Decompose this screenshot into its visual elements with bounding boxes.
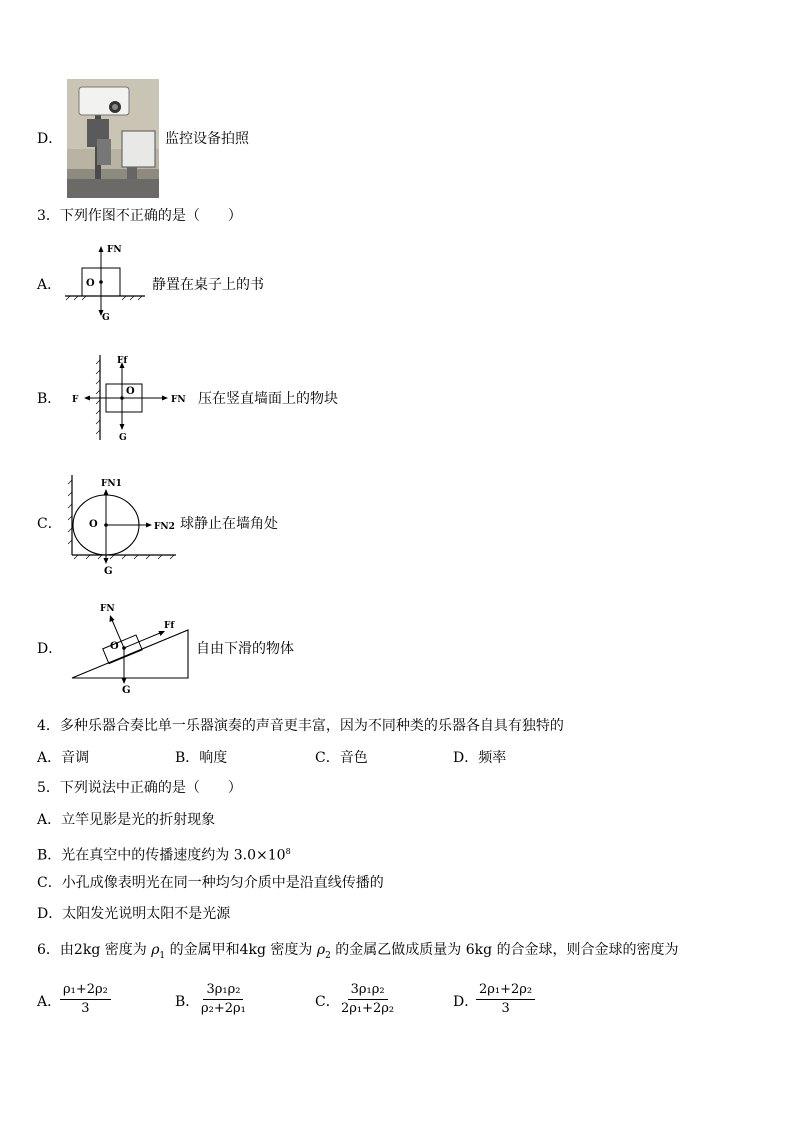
q6-option-a-denominator: 3 (81, 1001, 90, 1016)
q6-option-c-denominator: 2ρ₁+2ρ₂ (341, 1001, 395, 1016)
q4-option-a: A．音调 (37, 750, 90, 766)
diagram-b-label-fn: FN (171, 395, 186, 405)
q6-option-b-numerator: 3ρ₁ρ₂ (203, 982, 243, 1000)
q5-option-a: A．立竿见影是光的折射现象 (37, 812, 216, 828)
q5-stem: 5．下列说法中正确的是（ ） (37, 780, 242, 796)
diagram-c-label-g: G (104, 566, 113, 577)
diagram-a-label-g: G (102, 313, 110, 323)
diagram-a-label-fn: FN (107, 245, 122, 255)
q5-option-d: D．太阳发光说明太阳不是光源 (37, 906, 231, 922)
surveillance-camera-photo (67, 79, 159, 198)
q5-option-b-text: B．光在真空中的传播速度约为 3.0×10 (37, 847, 286, 864)
q3-option-b-caption: 压在竖直墙面上的物块 (198, 391, 338, 407)
q6-option-b-letter: B． (175, 994, 200, 1010)
diagram-block-on-incline (68, 598, 193, 698)
q4-option-d: D．频率 (453, 750, 507, 766)
diagram-b-label-f: F (72, 395, 79, 405)
q6-option-c-fraction (338, 982, 397, 1017)
q6-option-d-denominator: 3 (501, 1001, 510, 1016)
diagram-c-label-o: O (89, 519, 98, 530)
diagram-c-label-fn2: FN2 (154, 522, 175, 532)
q6-option-c-letter: C． (315, 994, 340, 1010)
q5-option-c: C．小孔成像表明光在同一种均匀介质中是沿直线传播的 (37, 875, 384, 891)
q5-option-b-exponent: 8 (285, 847, 291, 856)
diagram-ball-in-corner (64, 470, 179, 580)
q3-stem: 3．下列作图不正确的是（ ） (37, 208, 242, 224)
diagram-book-on-table (60, 240, 150, 325)
diagram-d-label-fn: FN (100, 604, 115, 614)
q3-option-c-caption: 球静止在墙角处 (180, 516, 278, 532)
q4-option-b: B．响度 (175, 750, 228, 766)
q6-option-d-numerator: 2ρ₁+2ρ₂ (476, 982, 535, 1000)
q6-option-d-fraction (476, 982, 535, 1017)
diagram-block-on-wall (64, 350, 194, 445)
q3-option-d-letter: D． (37, 641, 63, 657)
q5-option-b (37, 843, 291, 865)
q3-option-b-letter: B． (37, 391, 62, 407)
q3-option-c-letter: C． (37, 516, 62, 532)
q2-option-d-text: 监控设备拍照 (165, 131, 249, 147)
diagram-d-label-g: G (122, 685, 131, 696)
diagram-b-label-g: G (119, 433, 127, 443)
diagram-a-label-o: O (86, 278, 95, 289)
q6-option-a-numerator: ρ₁+2ρ₂ (60, 982, 111, 1000)
q3-option-d-caption: 自由下滑的物体 (196, 641, 294, 657)
q3-option-a-caption: 静置在桌子上的书 (152, 277, 264, 293)
q6-option-d-letter: D． (453, 994, 479, 1010)
diagram-c-label-fn1: FN1 (101, 479, 122, 489)
q6-option-a-fraction (60, 982, 111, 1017)
q3-option-a-letter: A． (37, 277, 62, 293)
q2-option-d-letter: D． (37, 131, 63, 147)
q6-option-c-numerator: 3ρ₁ρ₂ (348, 982, 388, 1000)
diagram-b-label-o: O (126, 386, 135, 397)
q4-stem: 4．多种乐器合奏比单一乐器演奏的声音更丰富，因为不同种类的乐器各自具有独特的 (37, 718, 564, 734)
diagram-d-label-o: O (110, 641, 119, 652)
q6-option-b-fraction (198, 982, 249, 1017)
diagram-d-label-ff: Ff (164, 621, 175, 631)
q6-option-b-denominator: ρ₂+2ρ₁ (201, 1001, 246, 1016)
q6-option-a-letter: A． (37, 994, 62, 1010)
q4-option-c: C．音色 (315, 750, 368, 766)
q6-stem: 6．由2kg 密度为 $\rho_1$ 的金属甲和4kg 密度为 $\rho_2$ 的金属乙做成质量为 6kg 的合金球，则合金球的密度为 (37, 942, 679, 961)
diagram-b-label-ff: Ff (117, 356, 128, 366)
